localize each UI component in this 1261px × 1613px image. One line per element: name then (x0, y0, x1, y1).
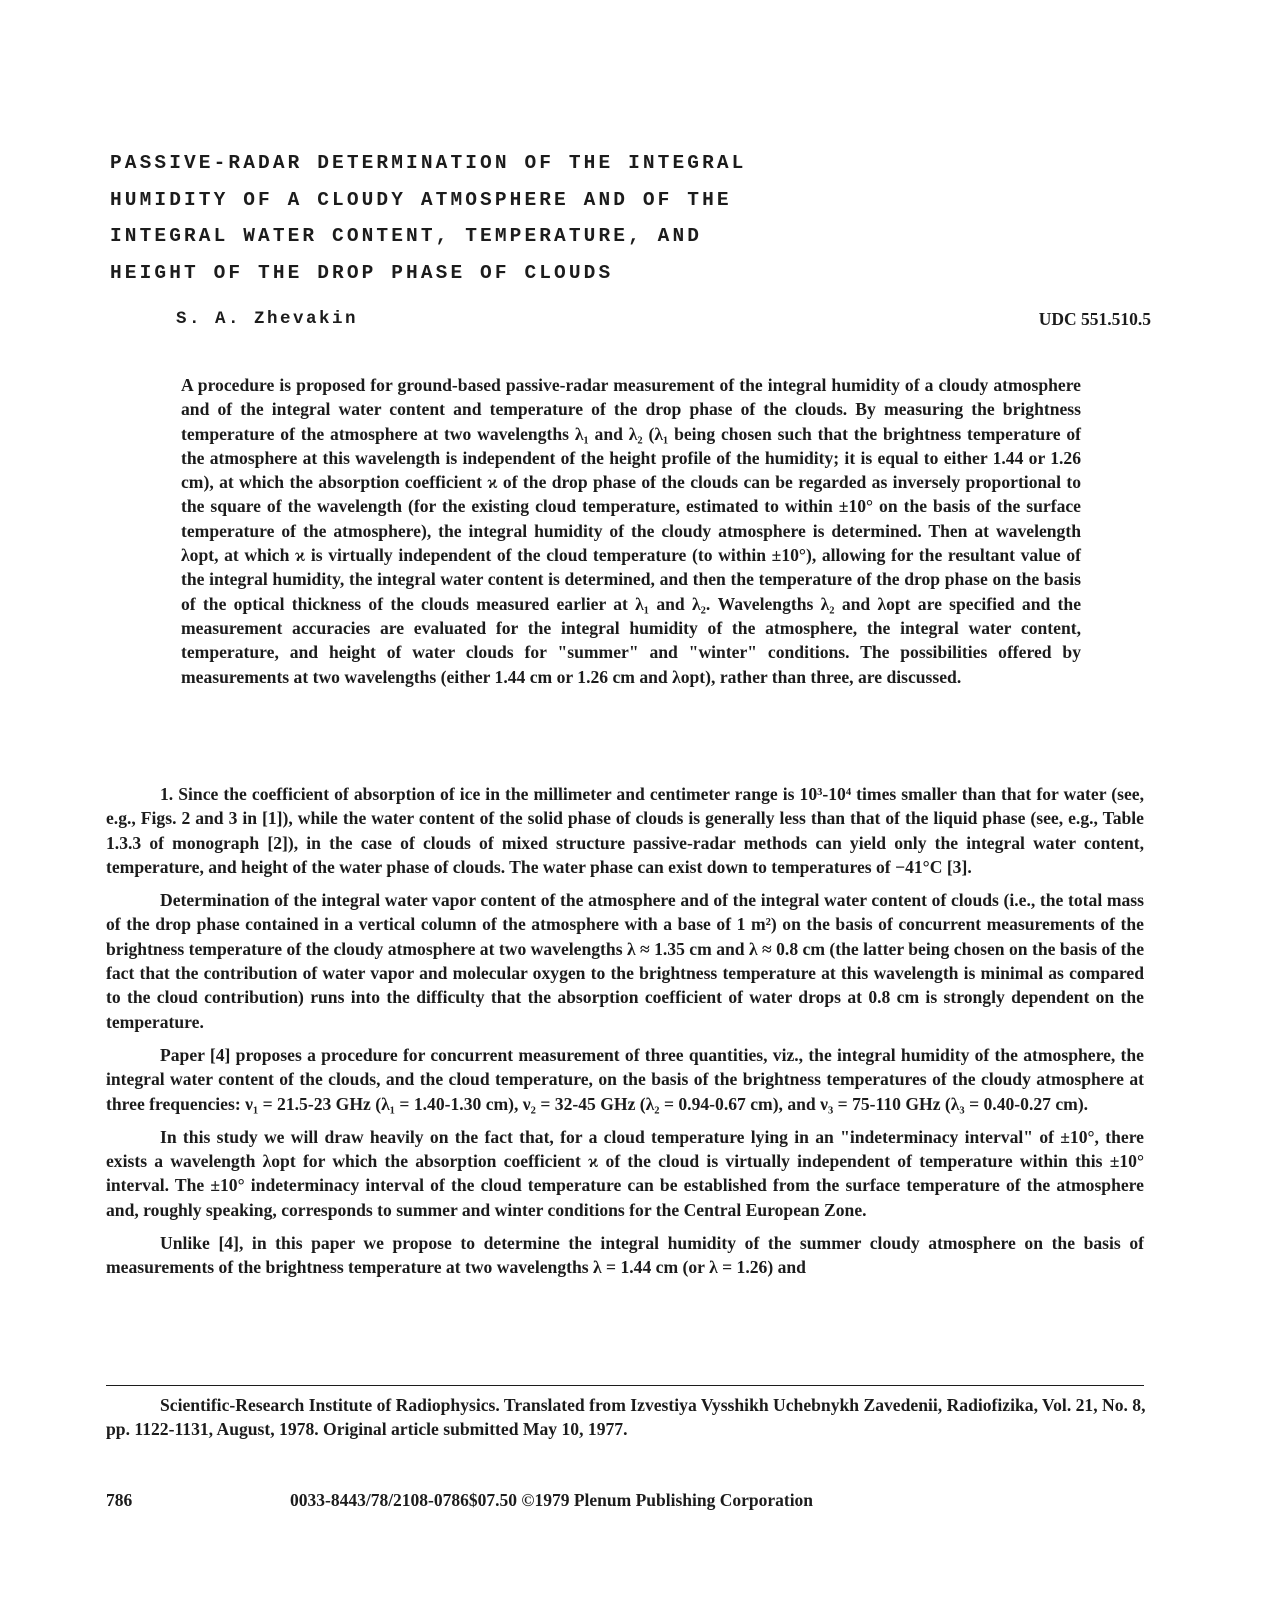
paragraph: Determination of the integral water vapor content of the atmosphere and of the integral water content of clouds (i.e., the total mass of the drop phase contained in a vertical column of the atmosphere with a base of 1 m²) on the basis of concurrent measurements of the brightness temperature of the cloudy atmosphere at two wavelengths λ ≈ 1.35 cm and λ ≈ 0.8 cm (the latter being chosen on the basis of the fact that the contribution of water vapor and molecular oxygen to the brightness temperature at this wavelength is minimal as compared to the cloud contribution) runs into the difficulty that the absorption coefficient of water drops at 0.8 cm is strongly dependent on the temperature. (106, 890, 1144, 1032)
page-number: 786 (106, 1490, 133, 1510)
footnote: Scientific-Research Institute of Radiophysics. Translated from Izvestiya Vysshikh Uchebnykh Zavedenii, Radiofizika, Vol. 21, No. 8, pp. 1122-1131, August, 1978. Original article submitted May 10, 1977. (106, 1395, 1146, 1440)
footnote-divider (106, 1385, 1144, 1386)
title-line: PASSIVE-RADAR DETERMINATION OF THE INTEGRAL (110, 152, 747, 174)
paragraph: In this study we will draw heavily on the fact that, for a cloud temperature lying in an "indeterminacy interval" of ±10°, there exists a wavelength λopt for which the absorption coefficient ϰ of the cloud is virtually independent of temperature within this ±10° interval. The ±10° indeterminacy interval of the cloud temperature can be established from the surface temperature of the atmosphere and, roughly speaking, corresponds to summer and winter conditions for the Central European Zone. (106, 1126, 1144, 1220)
title-line: HEIGHT OF THE DROP PHASE OF CLOUDS (110, 261, 614, 284)
udc-code: UDC 551.510.5 (1038, 309, 1151, 329)
paragraph: Paper [4] proposes a procedure for concurrent measurement of three quantities, viz., the integral humidity of the atmosphere, the integral water content of the clouds, and the cloud temperature, on the basis of the brightness temperatures of the cloudy atmosphere at three frequencies: ν₁ = 21.5-23 GHz (λ₁ = 1.40-1.30 cm), ν₂ = 32-45 GHz (λ₂ = 0.94-0.67 cm), and ν₃ = 75-110 GHz (λ₃ = 0.40-0.27 cm). (106, 1044, 1144, 1114)
title-line: HUMIDITY OF A CLOUDY ATMOSPHERE AND OF THE (110, 188, 732, 211)
author: S. A. Zhevakin (176, 309, 359, 329)
title-line: INTEGRAL WATER CONTENT, TEMPERATURE, AND (110, 225, 703, 247)
abstract: A procedure is proposed for ground-based passive-radar measurement of the integral humidity of a cloudy atmosphere and of the integral water content and temperature of the drop phase of the clouds. By measuring the brightness temperature of the atmosphere at two wavelengths λ₁ and λ₂ (λ₁ being chosen such that the brightness temperature of the atmosphere at this wavelength is independent of the height profile of the humidity; it is equal to either 1.44 or 1.26 cm), at which the absorption coefficient ϰ of the drop phase of the clouds can be regarded as inversely proportional to the square of the wavelength (for the existing cloud temperature, estimated to within ±10° on the basis of the surface temperature of the atmosphere), the integral humidity of the cloudy atmosphere is determined. Then at wavelength λopt, at which ϰ is virtually independent of the cloud temperature (to within ±10°), allowing for the resultant value of the integral humidity, the integral water content is determined, and then the temperature of the drop phase on the basis of the optical thickness of the clouds measured earlier at λ₁ and λ₂. Wavelengths λ₂ and λopt are specified and the measurement accuracies are evaluated for the integral humidity of the atmosphere, the integral water content, temperature, and height of water clouds for "summer" and "winter" conditions. The possibilities offered by measurements at two wavelengths (either 1.44 cm or 1.26 cm and λopt), rather than three, are discussed. (181, 375, 1081, 687)
paper-title (110, 145, 870, 291)
copyright-line: 0033-8443/78/2108-0786$07.50 ©1979 Plenum Publishing Corporation (290, 1490, 814, 1510)
body-text (106, 782, 1144, 1289)
paragraph: Unlike [4], in this paper we propose to determine the integral humidity of the summer cloudy atmosphere on the basis of measurements of the brightness temperature at two wavelengths λ = 1.44 cm (or λ = 1.26) and (106, 1233, 1144, 1278)
paragraph: 1. Since the coefficient of absorption of ice in the millimeter and centimeter range is 10³-10⁴ times smaller than that for water (see, e.g., Figs. 2 and 3 in [1]), while the water content of the solid phase of clouds is generally less than that of the liquid phase (see, e.g., Table 1.3.3 of monograph [2]), in the case of clouds of mixed structure passive-radar methods can yield only the integral water content, temperature, and height of the water phase of clouds. The water phase can exist down to temperatures of −41°C [3]. (106, 784, 1144, 877)
